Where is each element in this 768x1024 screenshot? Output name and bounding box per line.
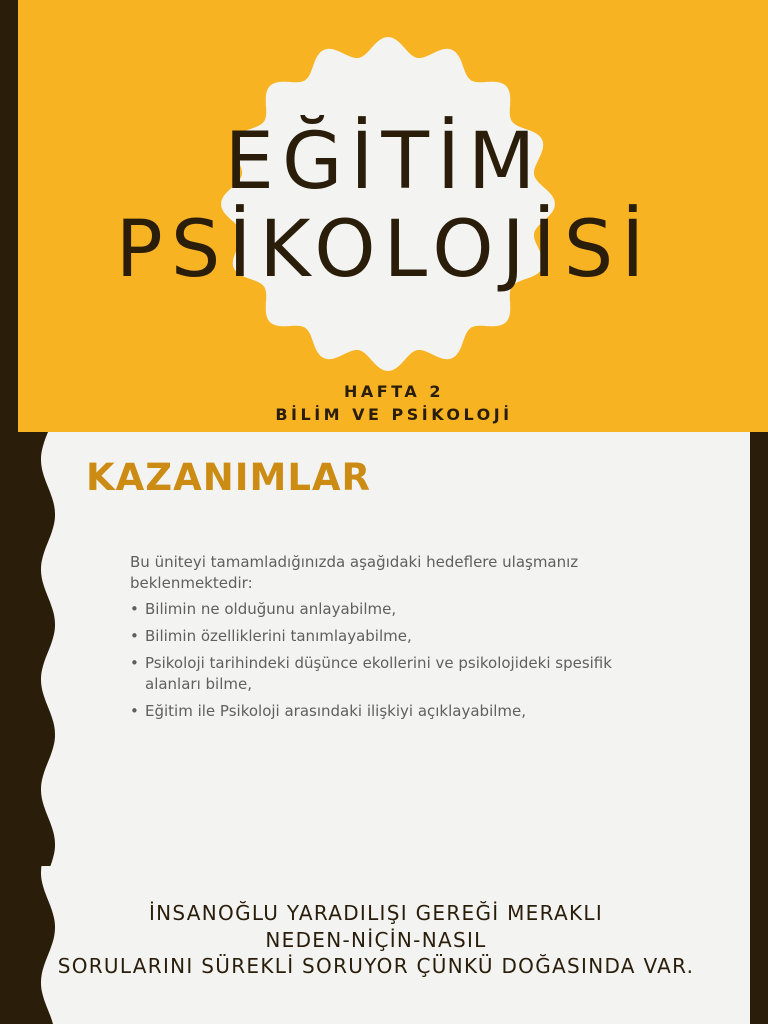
objectives-intro: Bu üniteyi tamamladığınızda aşağıdaki hedeflere ulaşmanız beklenmektedir:	[130, 553, 579, 592]
presentation-subtitle	[0, 380, 768, 426]
list-item: • Eğitim ile Psikoloji arasındaki ilişkiyi açıklayabilme,	[130, 701, 630, 722]
presentation-title	[0, 118, 768, 294]
list-item: • Bilimin ne olduğunu anlayabilme,	[130, 599, 630, 620]
quote-line: İNSANOĞLU YARADILIŞI GEREĞİ MERAKLI	[148, 901, 604, 925]
list-item: • Psikoloji tarihindeki düşünce ekollerini ve psikolojideki spesifik alanları bilme,	[130, 653, 630, 695]
quote-text	[0, 900, 752, 980]
subtitle-line: HAFTA 2	[344, 382, 444, 401]
list-item: • Bilimin özelliklerini tanımlayabilme,	[130, 626, 630, 647]
objectives-list	[130, 599, 630, 722]
title-slide	[0, 0, 768, 432]
quote-line: NEDEN-NİÇİN-NASIL	[265, 927, 487, 952]
subtitle-line: BİLİM VE PSİKOLOJİ	[275, 405, 513, 424]
objectives-slide	[0, 432, 768, 866]
quote-slide	[0, 866, 768, 1024]
quote-line: SORULARINI SÜREKLİ SORUYOR ÇÜNKÜ DOĞASINDA VAR.	[57, 954, 695, 978]
title-line: EĞİTİM	[224, 117, 544, 207]
title-line: PSİKOLOJİSİ	[115, 205, 653, 295]
slide-heading: KAZANIMLAR	[86, 456, 372, 499]
objectives-body	[130, 552, 630, 728]
